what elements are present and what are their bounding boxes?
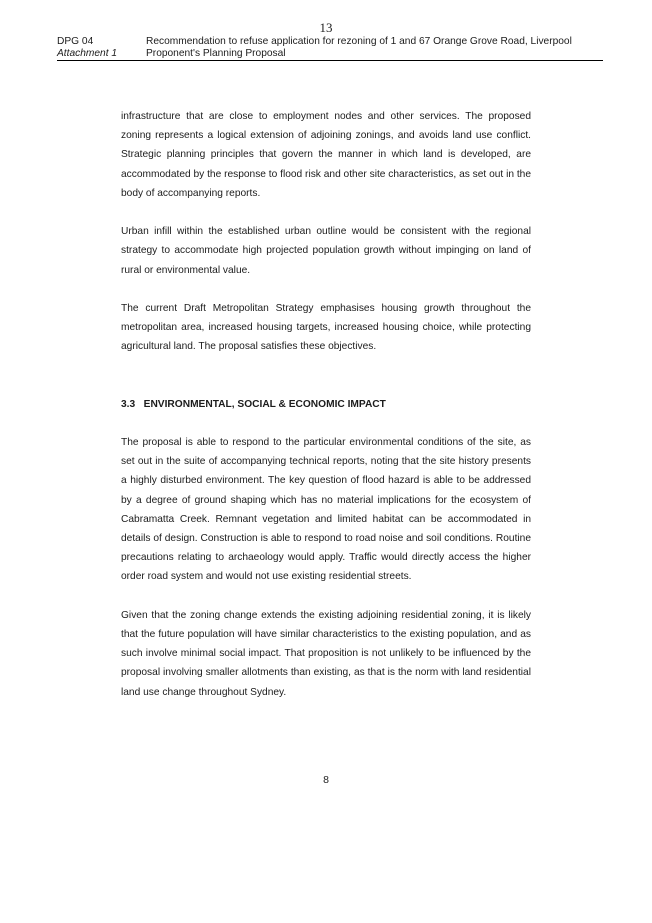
header-code: DPG 04 (57, 36, 94, 47)
header-title-line2: Proponent's Planning Proposal (146, 48, 286, 59)
header-title (146, 36, 606, 60)
paragraph-1: infrastructure that are close to employment nodes and other services. The proposed zoning represents a logical extension of adjoining zonings, and avoids land use conflict. Strategic planning principles that govern the manner in which land is developed, are accommodated by the response to flood risk and other site characteristics, as set out in the body of accompanying reports. (121, 111, 531, 199)
page-number-top: 13 (319, 20, 333, 35)
page-number-bottom: 8 (323, 774, 329, 786)
paragraph-4: The proposal is able to respond to the particular environmental conditions of the site, as set out in the suite of accompanying technical reports, noting that the site history presents a highly disturbed environment. The key question of flood hazard is able to be addressed by a degree of ground shaping which has no material implications for the ecosystem of Cabramatta Creek. Remnant vegetation and limited habitat can be accommodated in details of design. Construction is able to respond to road noise and soil conditions. Routine precautions relating to archaeology would apply. Traffic would directly access the higher order road system and would not use existing residential streets. (121, 437, 531, 583)
document-body (121, 107, 531, 702)
paragraph-5: Given that the zoning change extends the existing adjoining residential zoning, it is likely that the future population will have similar characteristics to the existing population, and as such involve minimal social impact. That proposition is not unlikely to be influenced by the proposal involving smaller allotments than existing, as that is the norm with land residential land use change throughout Sydney. (121, 609, 531, 698)
paragraph-3: The current Draft Metropolitan Strategy emphasises housing growth throughout the metropolitan area, increased housing targets, increased housing choice, while protecting agricultural land. The proposal satisfies these objectives. (121, 303, 531, 353)
paragraph-2: Urban infill within the established urban outline would be consistent with the regional strategy to accommodate high projected population growth without impinging on land of rural or environmental value. (121, 226, 531, 276)
header-left (57, 36, 117, 60)
header-title-line1: Recommendation to refuse application for rezoning of 1 and 67 Orange Grove Road, Liverpool (146, 36, 572, 47)
page-header (57, 36, 603, 61)
section-heading: 3.3 ENVIRONMENTAL, SOCIAL & ECONOMIC IMPACT (121, 398, 386, 410)
header-attachment: Attachment 1 (57, 48, 118, 59)
